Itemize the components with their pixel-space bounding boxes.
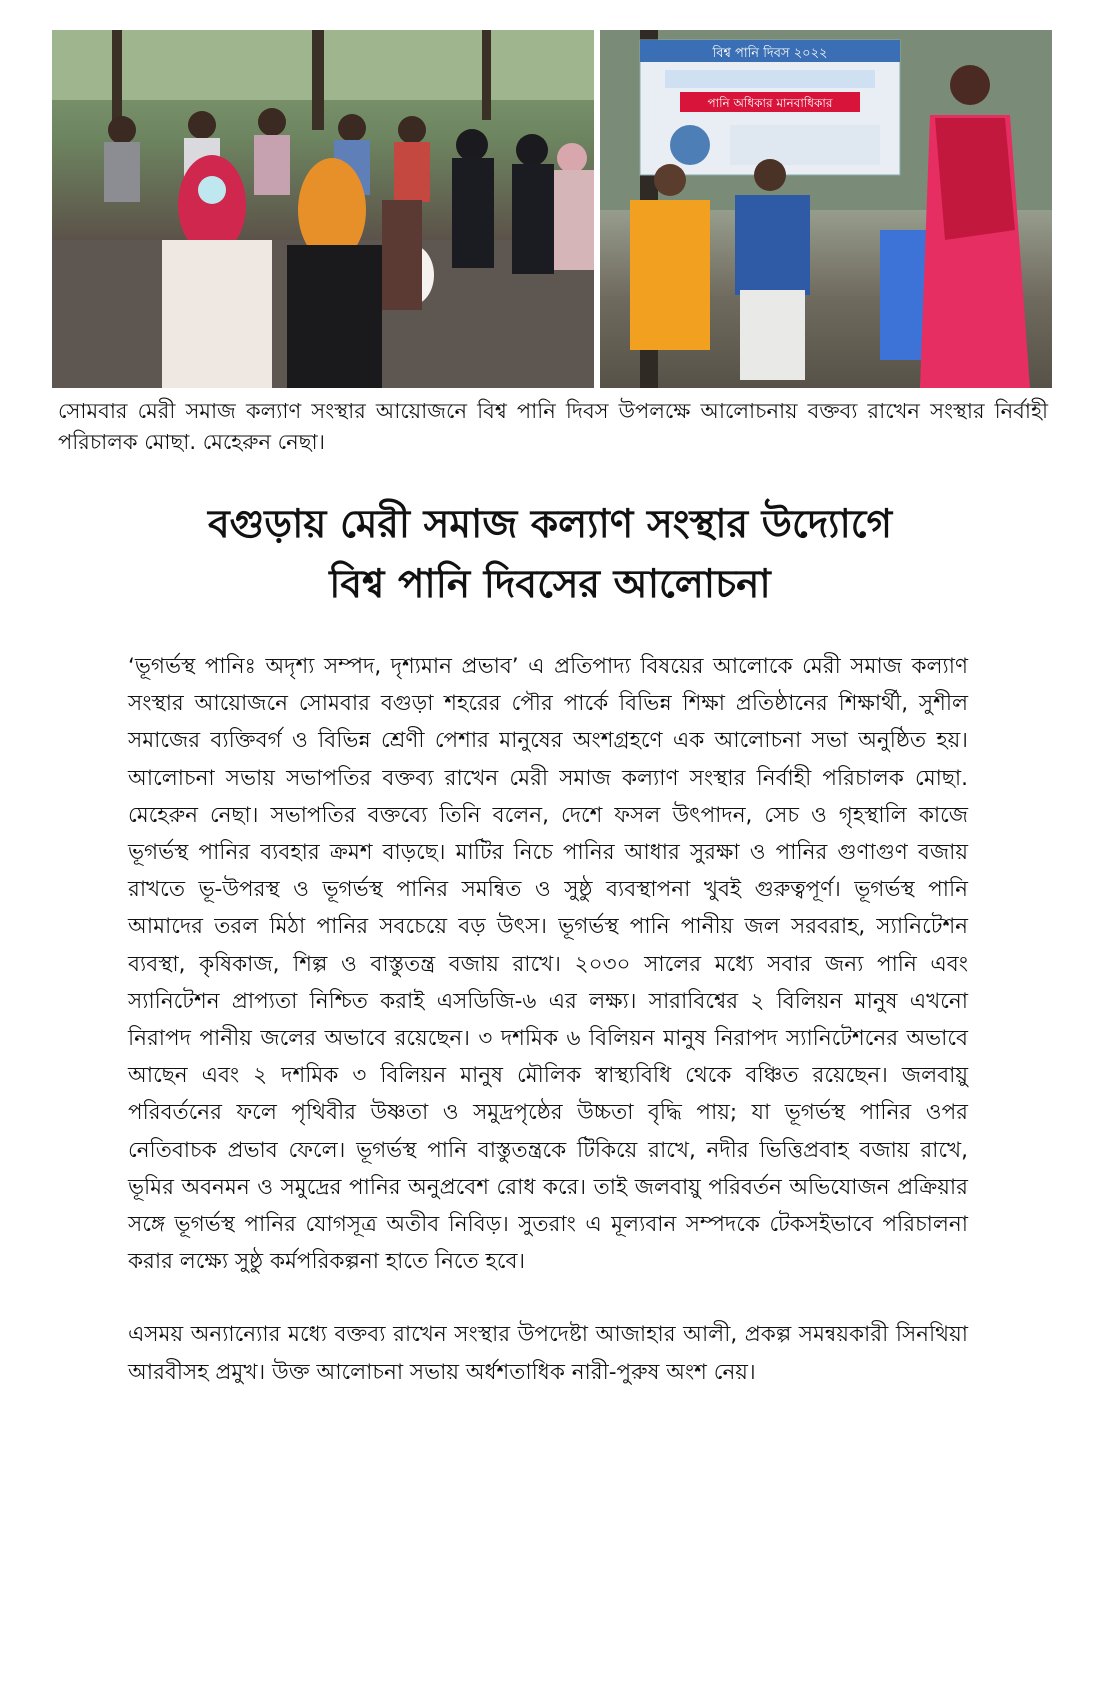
headline (60, 495, 1040, 615)
audience-illustration (52, 30, 594, 388)
speaker-illustration (600, 30, 1052, 388)
photo-caption: সোমবার মেরী সমাজ কল্যাণ সংস্থার আয়োজনে বিশ্ব পানি দিবস উপলক্ষে আলোচনায় বক্তব্য রাখেন সংস্থার নির্বাহী পরিচালক মোছা. মেহেরুন নেছা। (58, 399, 1048, 454)
headline-line-2: বিশ্ব পানি দিবসের আলোচনা (329, 562, 771, 607)
banner-slogan: পানি অধিকার মানবাধিকার (707, 96, 833, 110)
speaker-photo (600, 30, 1052, 388)
photo-strip (52, 30, 1052, 388)
headline-line-1: বগুড়ায় মেরী সমাজ কল্যাণ সংস্থার উদ্যোগে (207, 502, 893, 547)
paragraph-2: এসময় অন্যান্যোর মধ্যে বক্তব্য রাখেন সংস্থার উপদেষ্টা আজাহার আলী, প্রকল্প সমন্বয়কারী সিনথিয়া আরবীসহ প্রমুখ। উক্ত আলোচনা সভায় অর্ধশতাধিক নারী-পুরুষ অংশ নেয়। (128, 1322, 968, 1385)
banner-title: বিশ্ব পানি দিবস ২০২২ (712, 46, 828, 61)
paragraph-1: ‘ভূগর্ভস্থ পানিঃ অদৃশ্য সম্পদ, দৃশ্যমান প্রভাব’ এ প্রতিপাদ্য বিষয়ের আলোকে মেরী সমাজ কল্যাণ সংস্থার আয়োজনে সোমবার বগুড়া শহরের পৌর পার্কে বিভিন্ন শিক্ষা প্রতিষ্ঠানের শিক্ষার্থী, সুশীল সমাজের ব্যক্তিবর্গ ও বিভিন্ন শ্রেণী পেশার মানুষের অংশগ্রহণে এক আলোচনা সভা অনুষ্ঠিত হয়। আলোচনা সভায় সভাপতির বক্তব্য রাখেন মেরী সমাজ কল্যাণ সংস্থার নির্বাহী পরিচালক মোছা. মেহেরুন নেছা। সভাপতির বক্তব্যে তিনি বলেন, দেশে ফসল উৎপাদন, সেচ ও গৃহস্থালি কাজে ভূগর্ভস্থ পানির ব্যবহার ক্রমশ বাড়ছে। মাটির নিচে পানির আধার সুরক্ষা ও পানির গুণাগুণ বজায় রাখতে ভূ-উপরস্থ ও ভূগর্ভস্থ পানির সমন্বিত ও সুষ্ঠু ব্যবস্থাপনা খুবই গুরুত্বপূর্ণ। ভূগর্ভস্থ পানি আমাদের তরল মিঠা পানির সবচেয়ে বড় উৎস। ভূগর্ভস্থ পানি পানীয় জল সরবরাহ, স্যানিটেশন ব্যবস্থা, কৃষিকাজ, শিল্প ও বাস্তুতন্ত্র বজায় রাখে। ২০৩০ সালের মধ্যে সবার জন্য পানি এবং স্যানিটেশন প্রাপ্যতা নিশ্চিত করাই এসডিজি-৬ এর লক্ষ্য। সারাবিশ্বের ২ বিলিয়ন মানুষ এখনো নিরাপদ পানীয় জলের অভাবে রয়েছেন। ৩ দশমিক ৬ বিলিয়ন মানুষ নিরাপদ স্যানিটেশনের অভাবে আছেন এবং ২ দশমিক ৩ বিলিয়ন মানুষ মৌলিক স্বাস্থ্যবিধি থেকে বঞ্চিত রয়েছেন। জলবায়ু পরিবর্তনের ফলে পৃথিবীর উষ্ণতা ও সমুদ্রপৃষ্ঠের উচ্চতা বৃদ্ধি পায়; যা ভূগর্ভস্থ পানির ওপর নেতিবাচক প্রভাব ফেলে। ভূগর্ভস্থ পানি বাস্তুতন্ত্রকে টিকিয়ে রাখে, নদীর ভিত্তিপ্রবাহ বজায় রাখে, ভূমির অবনমন ও সমুদ্রের পানির অনুপ্রবেশ রোধ করে। তাই জলবায়ু পরিবর্তন অভিযোজন প্রক্রিয়ার সঙ্গে ভূগর্ভস্থ পানির যোগসূত্র অতীব নিবিড়। সুতরাং এ মূল্যবান সম্পদকে টেকসইভাবে পরিচালনা করার লক্ষ্যে সুষ্ঠু কর্মপরিকল্পনা হাতে নিতে হবে। (128, 654, 968, 1275)
article-body (128, 648, 968, 1391)
audience-photo (52, 30, 594, 388)
